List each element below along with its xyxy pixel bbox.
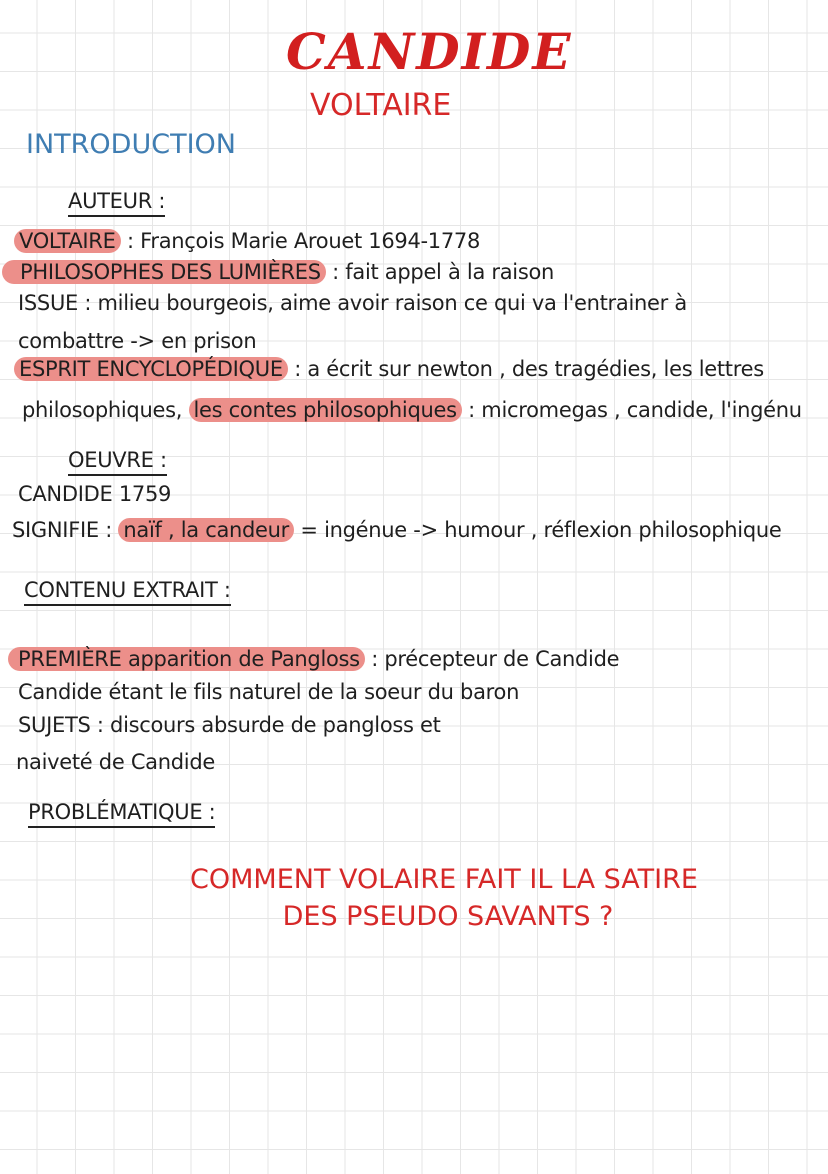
premiere-detail: : précepteur de Candide <box>371 647 620 671</box>
esprit-detail: : a écrit sur newton , des tragédies, les lettres <box>294 357 764 381</box>
premiere-line <box>8 645 619 673</box>
signifie-detail: = ingénue -> humour , réflexion philosophique <box>300 518 782 542</box>
author-subtitle: VOLTAIRE <box>310 88 452 123</box>
contenu-line-3: SUJETS : discours absurde de pangloss et <box>18 713 441 737</box>
section-heading: INTRODUCTION <box>26 129 236 160</box>
contenu-heading-text: CONTENU EXTRAIT : <box>24 578 231 606</box>
voltaire-detail: : François Marie Arouet 1694-1778 <box>126 229 481 253</box>
issue-line-2: combattre -> en prison <box>18 329 257 353</box>
contenu-line-4: naiveté de Candide <box>16 750 215 774</box>
contenu-heading <box>24 576 231 604</box>
candide-date: CANDIDE 1759 <box>18 482 172 506</box>
page-title: CANDIDE <box>286 22 573 81</box>
naif-highlight: naïf , la candeur <box>118 518 294 542</box>
oeuvre-heading <box>68 446 167 474</box>
philosophes-detail: : fait appel à la raison <box>332 260 555 284</box>
problematique-line-1: COMMENT VOLAIRE FAIT IL LA SATIRE <box>190 864 698 895</box>
signifie-start: SIGNIFIE : <box>12 518 112 542</box>
signifie-line <box>12 516 782 544</box>
voltaire-line <box>14 227 480 255</box>
contes-highlight: les contes philosophiques <box>189 398 462 422</box>
problematique-heading <box>28 798 215 826</box>
contenu-line-2: Candide étant le fils naturel de la soeur du baron <box>18 680 520 704</box>
voltaire-highlight: VOLTAIRE <box>14 229 121 253</box>
problematique-line-2: DES PSEUDO SAVANTS ? <box>282 901 614 932</box>
issue-line-1: ISSUE : milieu bourgeois, aime avoir raison ce qui va l'entrainer à <box>18 291 687 315</box>
auteur-heading <box>68 187 165 215</box>
contes-line <box>22 396 802 424</box>
premiere-highlight: PREMIÈRE apparition de Pangloss <box>8 647 365 671</box>
philosophes-line <box>2 258 554 286</box>
esprit-highlight: ESPRIT ENCYCLOPÉDIQUE <box>14 357 288 381</box>
auteur-heading-text: AUTEUR : <box>68 189 165 217</box>
problematique-heading-text: PROBLÉMATIQUE : <box>28 800 215 828</box>
contes-detail: : micromegas , candide, l'ingénu <box>468 398 802 422</box>
oeuvre-heading-text: OEUVRE : <box>68 448 167 476</box>
philosophes-highlight: PHILOSOPHES DES LUMIÈRES <box>2 260 326 284</box>
contes-start: philosophiques, <box>22 398 183 422</box>
esprit-line <box>14 355 764 383</box>
